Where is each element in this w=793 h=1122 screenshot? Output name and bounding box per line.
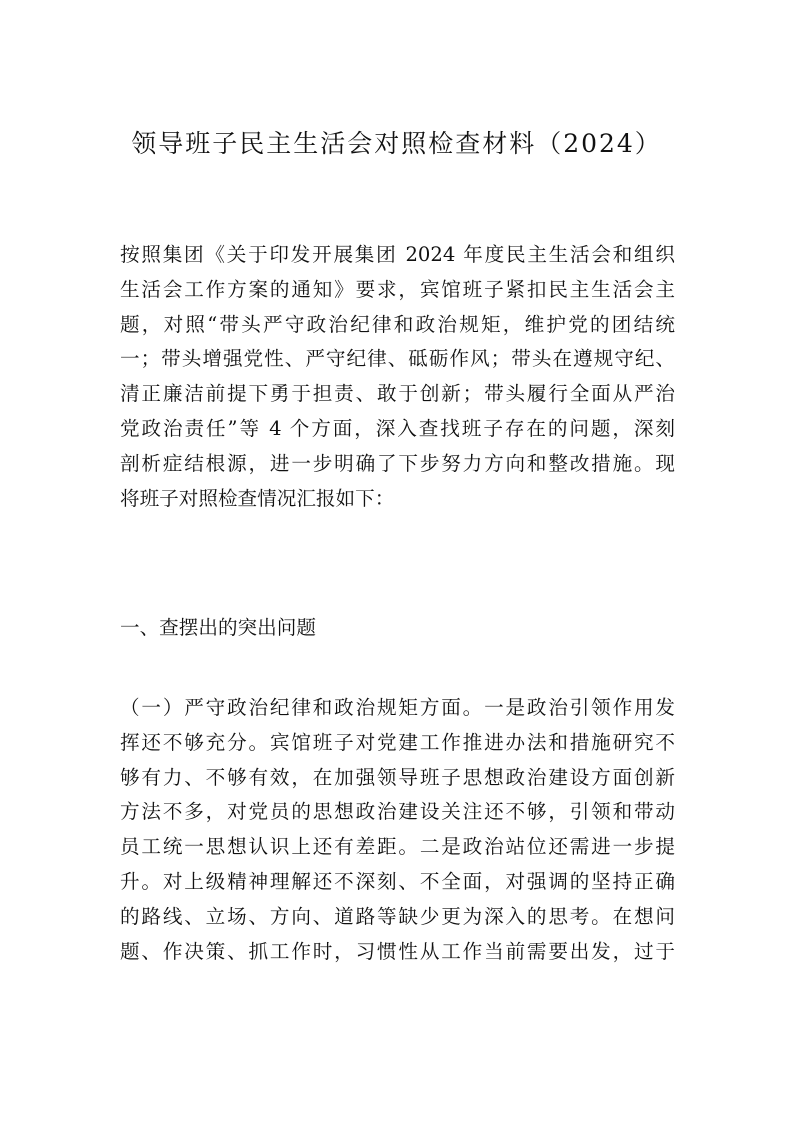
intro-line: 题，对照“带头严守政治纪律和政治规矩，维护党的团结统 [120, 312, 675, 336]
paragraph-line: 挥还不够充分。宾馆班子对党建工作推进办法和措施研究不 [120, 730, 675, 754]
intro-paragraph [120, 238, 675, 516]
intro-line: 党政治责任”等 4 个方面，深入查找班子存在的问题，深刻 [120, 416, 675, 440]
intro-line: 剖析症结根源，进一步明确了下步努力方向和整改措施。现 [120, 451, 675, 475]
paragraph-line: 题、作决策、抓工作时，习惯性从工作当前需要出发，过于 [120, 939, 675, 963]
paragraph-line: 升。对上级精神理解还不深刻、不全面，对强调的坚持正确 [120, 869, 675, 893]
intro-line: 将班子对照检查情况汇报如下： [120, 486, 395, 510]
document-title: 领导班子民主生活会对照检查材料（2024） [131, 129, 662, 158]
intro-line: 清正廉洁前提下勇于担责、敢于创新；带头履行全面从严治 [120, 382, 675, 406]
intro-line: 一；带头增强党性、严守纪律、砥砺作风；带头在遵规守纪、 [120, 347, 675, 371]
paragraph-line: 员工统一思想认识上还有差距。二是政治站位还需进一步提 [120, 835, 675, 859]
intro-line: 按照集团《关于印发开展集团 2024 年度民主生活会和组织 [120, 243, 675, 266]
paragraph-line: 的路线、立场、方向、道路等缺少更为深入的思考。在想问 [120, 904, 675, 928]
paragraph-line: 够有力、不够有效，在加强领导班子思想政治建设方面创新 [120, 765, 675, 789]
paragraph-line: 方法不多，对党员的思想政治建设关注还不够，引领和带动 [120, 800, 675, 824]
section-heading [120, 611, 675, 646]
paragraph-line: （一）严守政治纪律和政治规矩方面。一是政治引领作用发 [120, 696, 675, 719]
section-heading-text: 一、查摆出的突出问题 [120, 616, 316, 639]
intro-line: 生活会工作方案的通知》要求，宾馆班子紧扣民主生活会主 [120, 277, 675, 301]
section-paragraph [120, 691, 675, 969]
